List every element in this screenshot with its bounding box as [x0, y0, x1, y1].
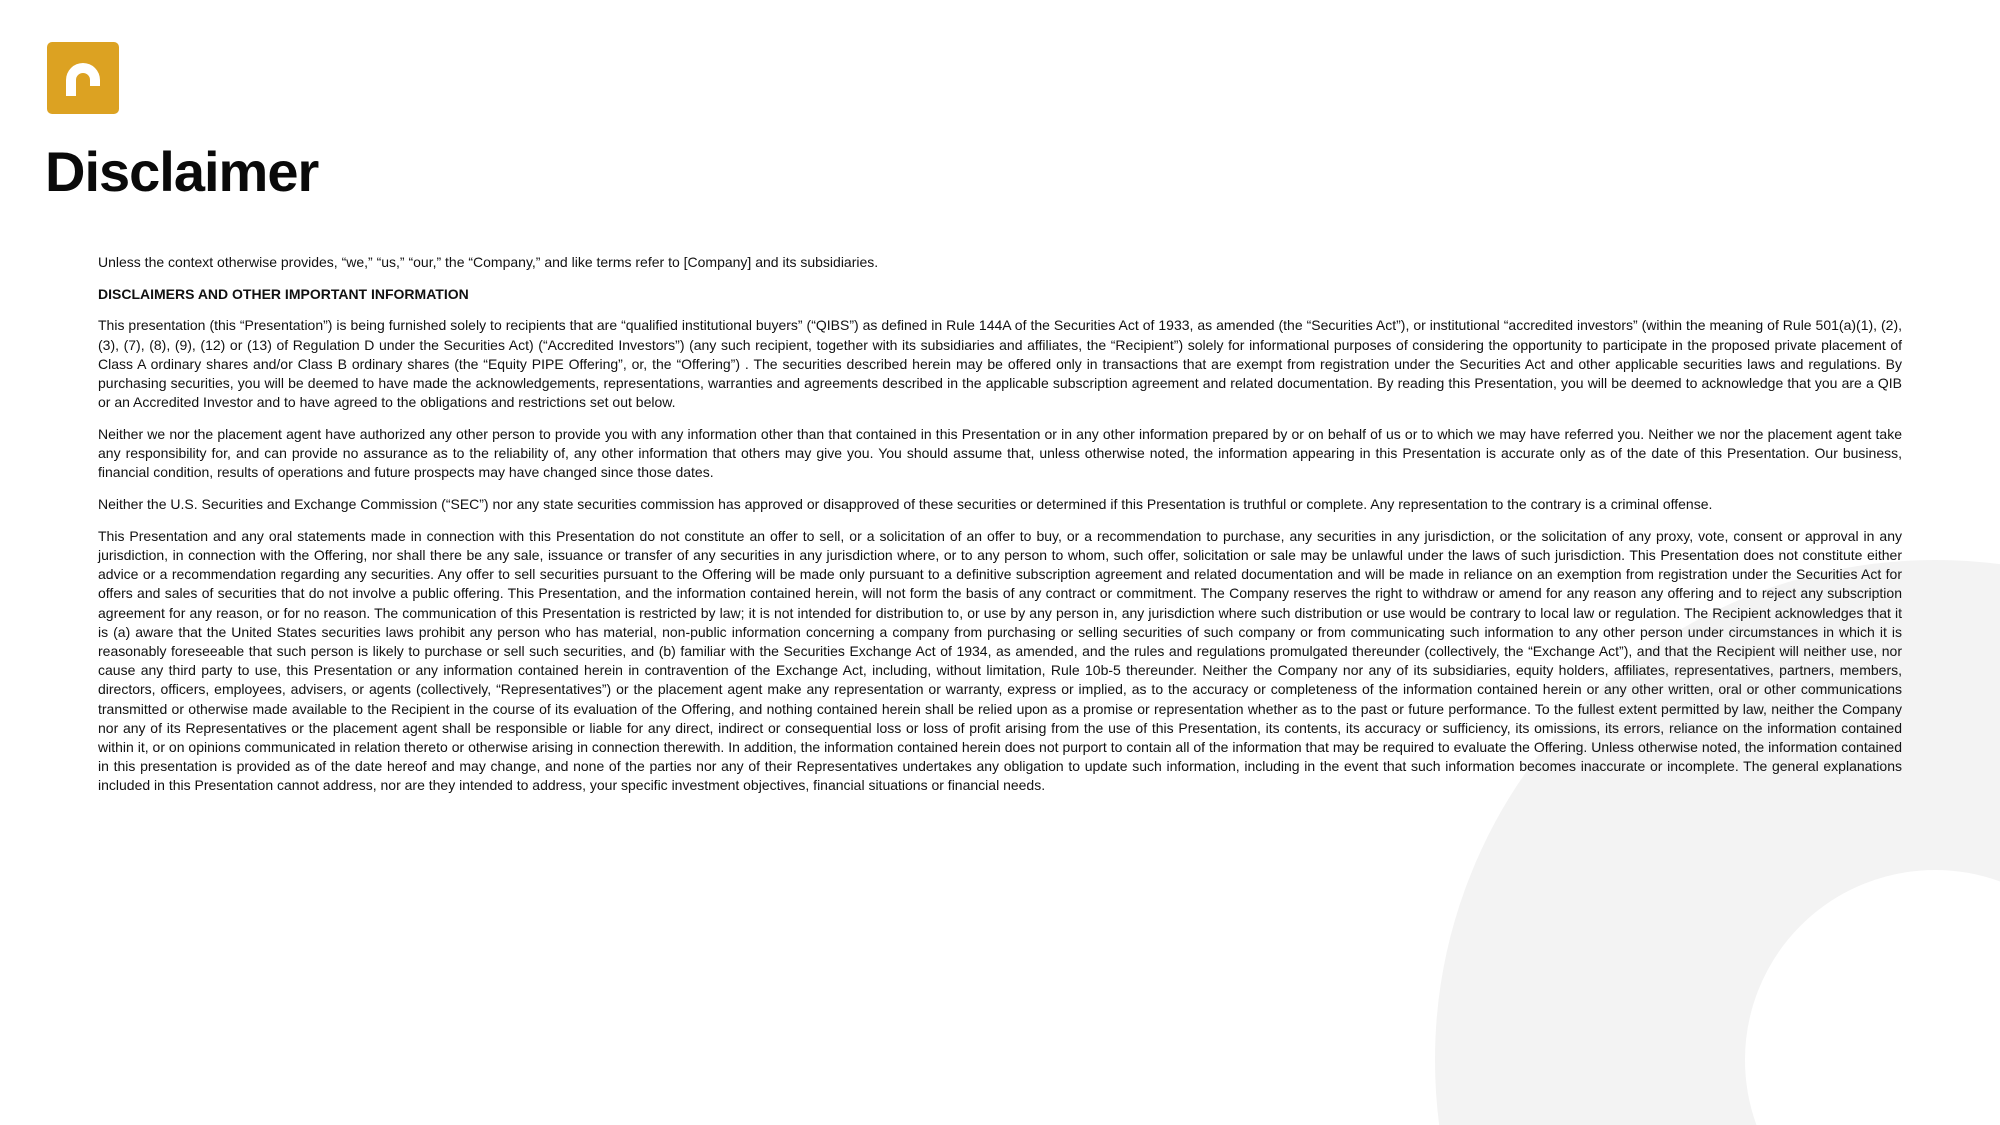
intro-paragraph: Unless the context otherwise provides, “we,” “us,” “our,” the “Company,” and like terms refer to [Company] and its subsidiaries. [98, 254, 879, 270]
disclaimer-paragraph: Neither the U.S. Securities and Exchange Commission (“SEC”) nor any state securities commission has approved or disapproved of these securities or determined if this Presentation is truthful or complete. Any representation to the contrary is a criminal offense. [98, 496, 1713, 513]
page-title: Disclaimer [45, 140, 319, 203]
disclaimer-paragraph: This Presentation and any oral statements made in connection with this Presentation do not constitute an offer to sell, or a solicitation of an offer to buy, or a recommendation to purchase, any securities in any jurisdiction, or the solicitation of any proxy, vote, consent or approval in any jurisdiction, in connection with the Offering, nor shall there be any sale, issuance or transfer of any securities in any jurisdiction where, or to any person to whom, such offer, solicitation or sale may be unlawful under the laws of such jurisdiction. This Presentation does not constitute either advice or a recommendation regarding any securities. Any offer to sell securities pursuant to the Offering will be made only pursuant to a definitive subscription agreement and related documentation and will be made in reliance on an exemption from registration under the Securities Act for offers and sales of securities that do not involve a public offering. This Presentation, and the information contained herein, will not form the basis of any contract or commitment. The Company reserves the right to withdraw or amend for any reason any offering and to reject any subscription agreement for any reason, or for no reason. The communication of this Presentation is restricted by law; it is not intended for distribution to, or use by any person in, any jurisdiction where such distribution or use would be contrary to local law or regulation. The Recipient acknowledges that it is (a) aware that the United States securities laws prohibit any person who has material, non-public information concerning a company from purchasing or selling securities of such company or from communicating such information to any other person under circumstances in which it is reasonably foreseeable that such person is likely to purchase or sell such securities, and (b) familiar with the Securities Exchange Act of 1934, as amended, and the rules and regulations promulgated thereunder (collectively, the “Exchange Act”), and that the Recipient will neither use, nor cause any third party to use, this Presentation or any information contained herein in contravention of the Exchange Act, including, without limitation, Rule 10b-5 thereunder. Neither the Company nor any of its subsidiaries, equity holders, affiliates, representatives, partners, members, directors, officers, employees, advisers, or agents (collectively, “Representatives”) or the placement agent make any representation or warranty, express or implied, as to the accuracy or completeness of the information contained herein or any other written, oral or other communications transmitted or otherwise made available to the Recipient in the course of its evaluation of the Offering, and nothing contained herein shall be relied upon as a promise or representation whether as to the past or future performance. To the fullest extent permitted by law, neither the Company nor any of its Representatives or the placement agent shall be responsible or liable for any direct, indirect or consequential loss or loss of profit arising from the use of this Presentation, its contents, its accuracy or sufficiency, its omissions, its errors, reliance on the information contained within it, or on opinions communicated in relation thereto or otherwise arising in connection therewith. In addition, the information contained herein does not purport to contain all of the information that may be required to evaluate the Offering. Unless otherwise noted, the information contained in this presentation is provided as of the date hereof and may change, and none of the parties nor any of their Representatives undertakes any obligation to update such information, including in the event that such information becomes inaccurate or incomplete. The general explanations included in this Presentation cannot address, nor are they intended to address, your specific investment objectives, financial situations or financial needs. [98, 527, 1902, 794]
section-heading: DISCLAIMERS AND OTHER IMPORTANT INFORMATION [98, 285, 469, 302]
disclaimer-paragraph: Neither we nor the placement agent have authorized any other person to provide you with any information other than that contained in this Presentation or in any other information prepared by or on behalf of us or to which we may have referred you. Neither we nor the placement agent take any responsibility for, and can provide no assurance as to the reliability of, any other information that others may give you. You should assume that, unless otherwise noted, the information appearing in this Presentation is accurate only as of the date of this Presentation. Our business, financial condition, results of operations and future prospects may have changed since those dates. [98, 425, 1902, 481]
company-logo [47, 42, 119, 114]
disclaimer-paragraph: This presentation (this “Presentation”) is being furnished solely to recipients that are “qualified institutional buyers” (“QIBS”) as defined in Rule 144A of the Securities Act of 1933, as amended (the “Securities Act”), or institutional “accredited investors” (within the meaning of Rule 501(a)(1), (2), (3), (7), (8), (9), (12) or (13) of Regulation D under the Securities Act) (“Accredited Investors”) (any such recipient, together with its subsidiaries and affiliates, the “Recipient”) solely for informational purposes of considering the opportunity to participate in the proposed private placement of Class A ordinary shares and/or Class B ordinary shares (the “Equity PIPE Offering”, or, the “Offering”) . The securities described herein may be offered only in transactions that are exempt from registration under the Securities Act and other applicable securities laws and regulations. By purchasing securities, you will be deemed to have made the acknowledgements, representations, warranties and agreements described in the applicable subscription agreement and related documentation. By reading this Presentation, you will be deemed to acknowledge that you are a QIB or an Accredited Investor and to have agreed to the obligations and restrictions set out below. [98, 317, 1902, 411]
disclaimer-body [98, 253, 1902, 808]
amprius-a-logo-icon [47, 42, 119, 114]
